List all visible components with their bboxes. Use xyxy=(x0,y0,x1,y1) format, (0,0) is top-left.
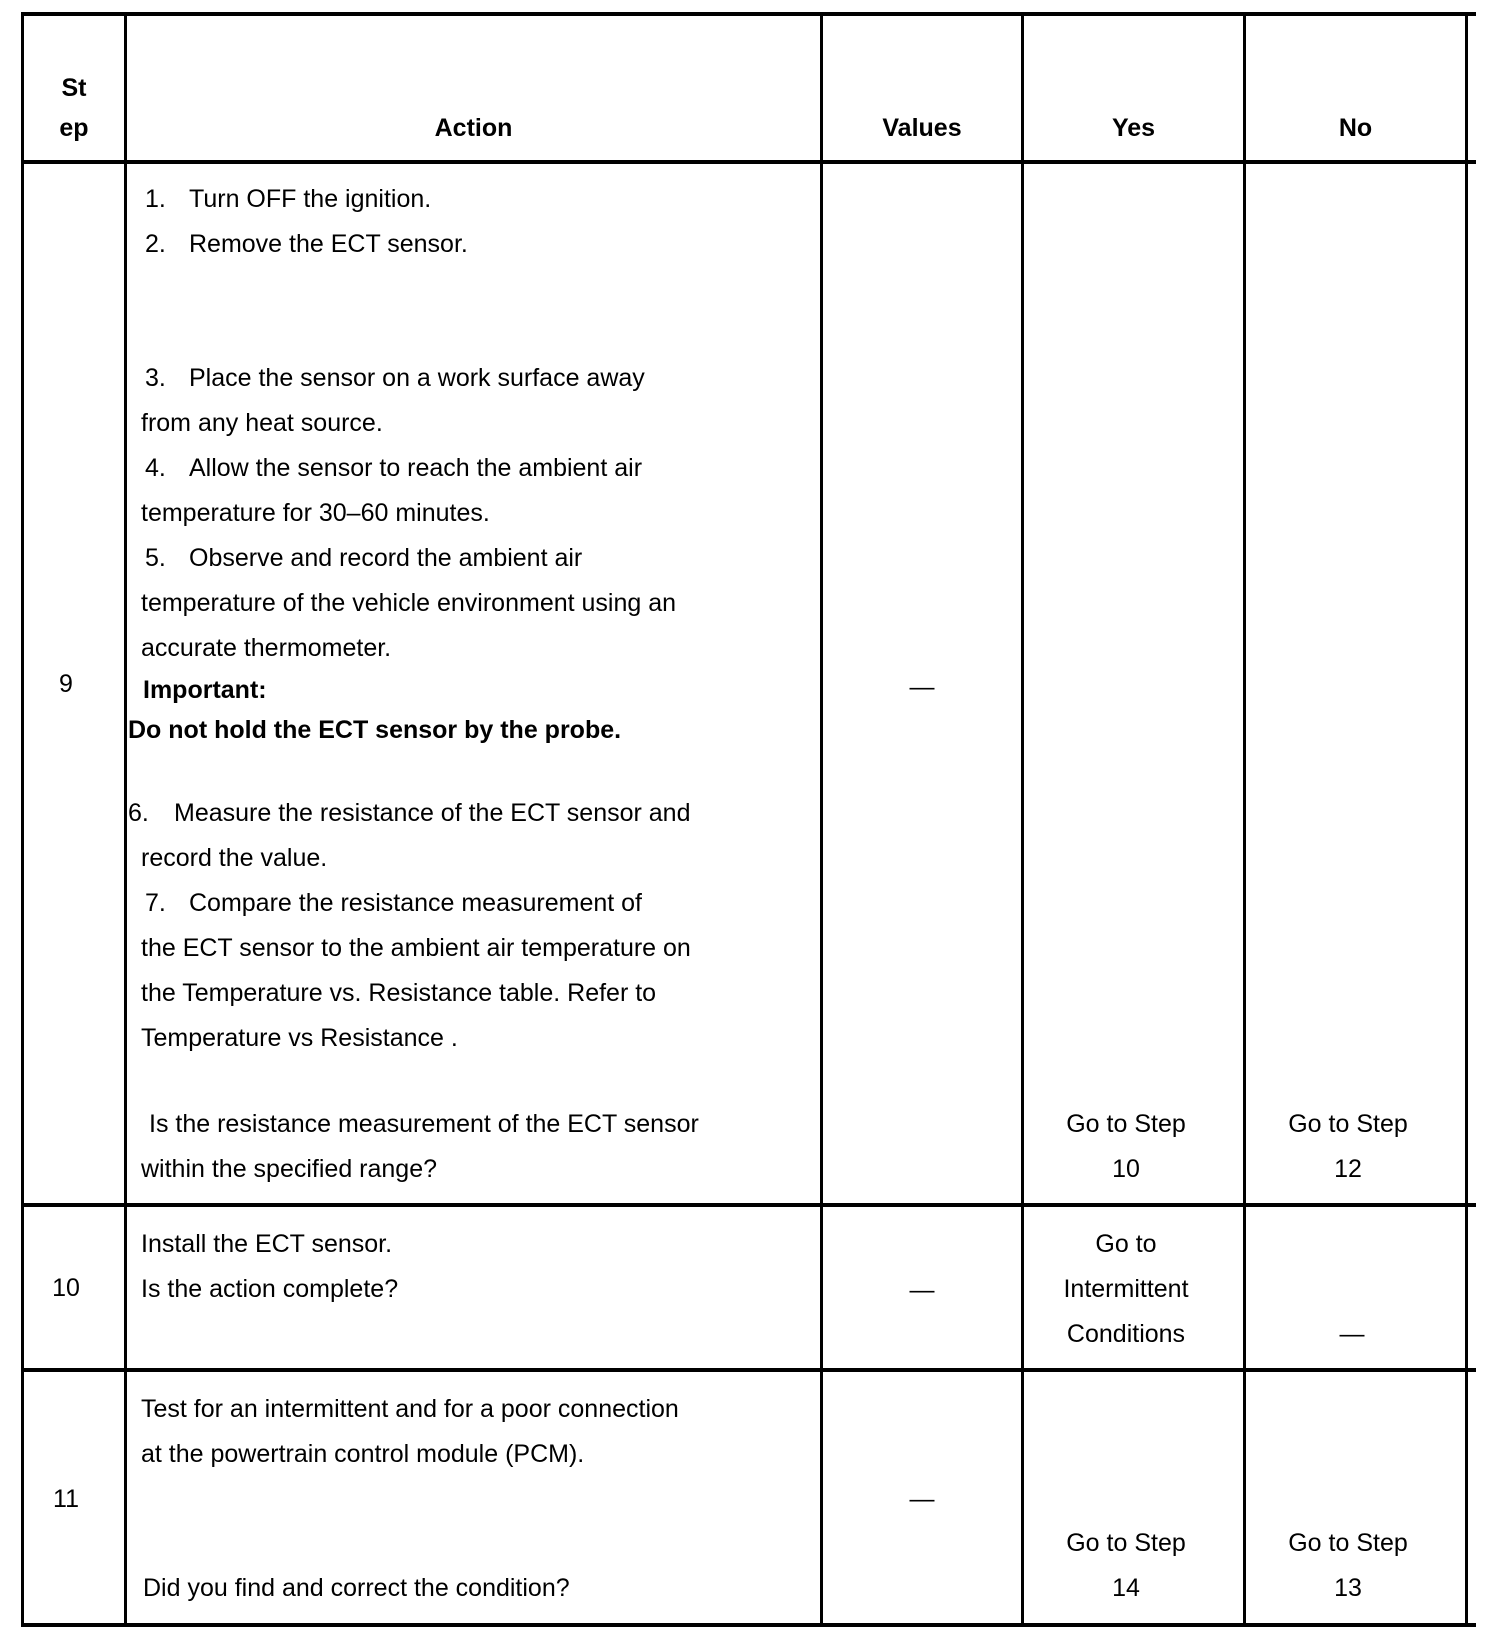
row-9-no-line-1: Go to Step xyxy=(1288,1110,1408,1138)
col-divider-values xyxy=(1021,12,1024,1627)
row-9-item-4-cont: temperature for 30–60 minutes. xyxy=(141,499,490,527)
row-9-item-6-number: 6. xyxy=(128,799,149,827)
row-9-item-4-number: 4. xyxy=(145,454,166,482)
row-9-item-5 xyxy=(141,536,582,581)
row-9-important-text: Do not hold the ECT sensor by the probe. xyxy=(128,716,622,744)
row-9-yes xyxy=(1024,1102,1228,1192)
row-9-item-6-cont: record the value. xyxy=(141,844,328,872)
row-divider-10-11 xyxy=(21,1368,1476,1372)
table-border-bottom xyxy=(21,1623,1476,1627)
row-11-question: Did you find and correct the condition? xyxy=(143,1574,570,1602)
row-9-step: 9 xyxy=(59,670,73,698)
row-10-yes-line-3: Conditions xyxy=(1066,1320,1186,1348)
header-yes: Yes xyxy=(1111,114,1156,142)
row-11-action-line-2: at the powertrain control module (PCM). xyxy=(141,1440,585,1468)
table-border-right xyxy=(1465,12,1468,1627)
table-border-top xyxy=(21,12,1476,16)
header-values: Values xyxy=(882,114,962,142)
row-10-values: — xyxy=(909,1276,935,1304)
row-11-no-line-2: 13 xyxy=(1334,1574,1362,1602)
header-divider xyxy=(21,160,1476,164)
row-10-action-line-2: Is the action complete? xyxy=(141,1275,399,1303)
row-9-no-line-2: 12 xyxy=(1334,1155,1362,1183)
row-11-no-line-1: Go to Step xyxy=(1288,1529,1408,1557)
header-action: Action xyxy=(434,114,513,142)
row-9-no xyxy=(1246,1102,1450,1192)
row-9-item-7-text: Compare the resistance measurement of xyxy=(189,889,642,917)
row-9-item-7 xyxy=(141,881,642,926)
row-10-yes-line-1: Go to xyxy=(1095,1230,1157,1258)
row-9-item-1-text: Turn OFF the ignition. xyxy=(189,185,432,213)
col-divider-step xyxy=(124,12,127,1627)
row-9-item-7-cont-1: the ECT sensor to the ambient air temperature on xyxy=(141,934,691,962)
header-step xyxy=(24,68,124,148)
col-divider-yes xyxy=(1243,12,1246,1627)
row-10-yes xyxy=(1024,1222,1228,1357)
table-border-left xyxy=(21,12,24,1627)
row-9-item-4-text: Allow the sensor to reach the ambient air xyxy=(189,454,643,482)
row-10-action-line-1: Install the ECT sensor. xyxy=(141,1230,393,1258)
row-9-yes-line-2: 10 xyxy=(1112,1155,1140,1183)
row-11-yes-line-2: 14 xyxy=(1112,1574,1140,1602)
row-9-item-7-cont-2: the Temperature vs. Resistance table. Refer to xyxy=(141,979,657,1007)
row-9-important-label: Important: xyxy=(143,676,267,704)
row-11-step: 11 xyxy=(53,1485,79,1513)
row-9-item-6-text: Measure the resistance of the ECT sensor and xyxy=(174,799,691,827)
row-9-item-5-text: Observe and record the ambient air xyxy=(189,544,583,572)
row-9-item-3-cont: from any heat source. xyxy=(141,409,383,437)
row-9-item-7-number: 7. xyxy=(145,889,166,917)
row-9-question-line-1: Is the resistance measurement of the ECT sensor xyxy=(149,1110,699,1138)
row-10-yes-line-2: Intermittent xyxy=(1063,1275,1189,1303)
row-11-yes xyxy=(1024,1521,1228,1611)
row-10-no: — xyxy=(1339,1320,1365,1348)
row-11-no xyxy=(1246,1521,1450,1611)
row-10-step: 10 xyxy=(52,1274,80,1302)
header-step-line1: St xyxy=(61,74,87,102)
row-9-item-3 xyxy=(141,356,645,401)
col-divider-action xyxy=(820,12,823,1627)
row-9-item-2-text: Remove the ECT sensor. xyxy=(189,230,468,258)
row-9-item-1-number: 1. xyxy=(145,185,166,213)
row-9-item-5-number: 5. xyxy=(145,544,166,572)
header-step-line2: ep xyxy=(59,114,89,142)
row-11-action-line-1: Test for an intermittent and for a poor connection xyxy=(141,1395,679,1423)
row-9-item-5-cont-2: accurate thermometer. xyxy=(141,634,392,662)
row-9-item-6 xyxy=(128,791,690,836)
row-9-item-7-cont-3: Temperature vs Resistance . xyxy=(141,1024,458,1052)
row-9-item-5-cont-1: temperature of the vehicle environment using an xyxy=(141,589,677,617)
row-9-question-line-2: within the specified range? xyxy=(141,1155,438,1183)
row-9-item-3-text: Place the sensor on a work surface away xyxy=(189,364,645,392)
row-11-values: — xyxy=(909,1485,935,1513)
row-9-values: — xyxy=(909,673,935,701)
row-9-item-2-number: 2. xyxy=(145,230,166,258)
row-9-item-2 xyxy=(141,222,468,267)
row-9-item-3-number: 3. xyxy=(145,364,166,392)
row-9-item-4 xyxy=(141,446,642,491)
row-divider-9-10 xyxy=(21,1203,1476,1207)
row-11-yes-line-1: Go to Step xyxy=(1066,1529,1186,1557)
row-9-item-1 xyxy=(141,177,431,222)
header-no: No xyxy=(1338,114,1373,142)
row-9-yes-line-1: Go to Step xyxy=(1066,1110,1186,1138)
